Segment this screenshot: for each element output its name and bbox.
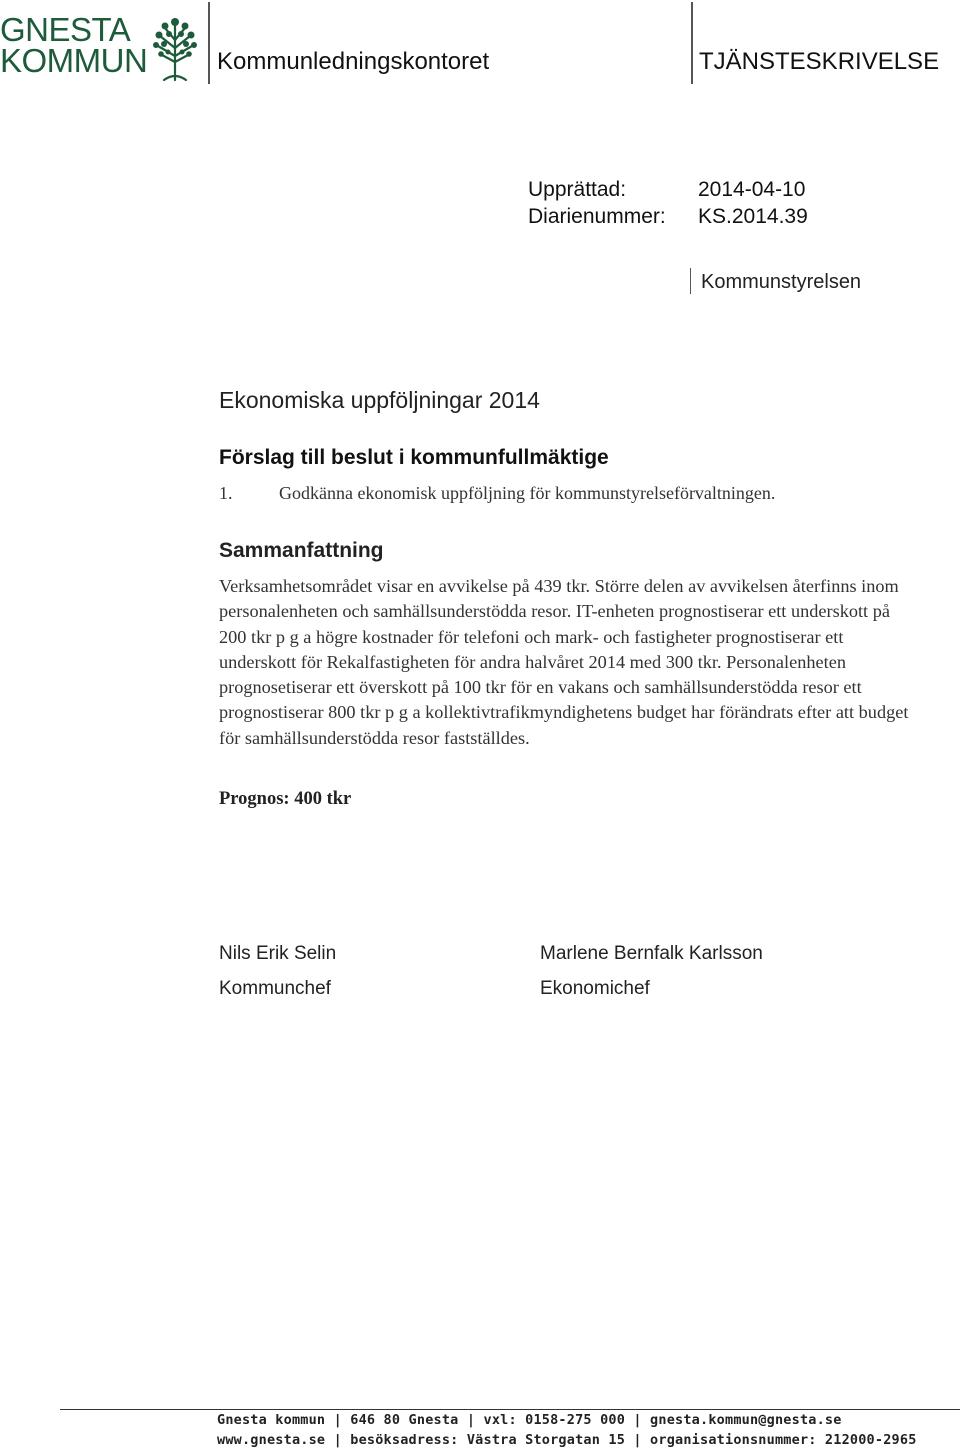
created-date: 2014-04-10 [698,178,806,201]
document-type: TJÄNSTESKRIVELSE [699,48,940,75]
recipient: Kommunstyrelsen [701,271,862,293]
created-label: Upprättad: [528,178,627,201]
proposal-heading: Förslag till beslut i kommunfullmäktige [219,446,609,469]
header-divider-right [691,2,693,84]
diary-number-label: Diarienummer: [528,205,666,228]
signatory-2-title: Ekonomichef [540,978,650,999]
proposal-item-number: 1. [219,483,233,503]
footer-address-line: www.gnesta.se | besöksadress: Västra Storgatan 15 | organisationsnummer: 212000-2965 [217,1432,917,1448]
signatory-1-title: Kommunchef [219,978,331,999]
logo-line-1: GNESTA [0,11,131,48]
department-name: Kommunledningskontoret [217,48,490,75]
diary-number: KS.2014.39 [698,205,808,228]
tree-icon [150,14,200,84]
signatory-1-name: Nils Erik Selin [219,943,337,964]
document-title: Ekonomiska uppföljningar 2014 [219,387,540,413]
footer-rule [60,1409,960,1410]
proposal-item-text: Godkänna ekonomisk uppföljning för kommunstyrelseförvaltningen. [279,483,776,503]
logo-line-2: KOMMUN [0,42,148,79]
footer-contact-line: Gnesta kommun | 646 80 Gnesta | vxl: 0158-275 000 | gnesta.kommun@gnesta.se [217,1412,842,1428]
municipality-logo-wordmark [0,11,150,79]
summary-text: Verksamhetsområdet visar en avvikelse på 439 tkr. Större delen av avvikelsen återfinns inom personalenheten och samhällsunderstödda resor. IT-enheten prognostiserar ett underskott på 200 tkr p g a högre kostnader för telefoni och mark- och fastigheter prognostiserar ett underskott för Rekalfastigheten för andra halvåret 2014 med 300 tkr. Personalenheten prognosetiserar ett överskott på 100 tkr för en vakans och samhällsunderstödda resor ett prognostiserar 800 tkr p g a kollektivtrafikmyndighetens budget har förändrats efter att budget för samhällsunderstödda resor fastställdes. [219,576,909,748]
prognosis: Prognos: 400 tkr [219,789,352,809]
signatory-2-name: Marlene Bernfalk Karlsson [540,943,763,964]
header-divider-left [208,2,210,84]
recipient-divider [690,268,691,294]
summary-heading: Sammanfattning [219,539,384,562]
